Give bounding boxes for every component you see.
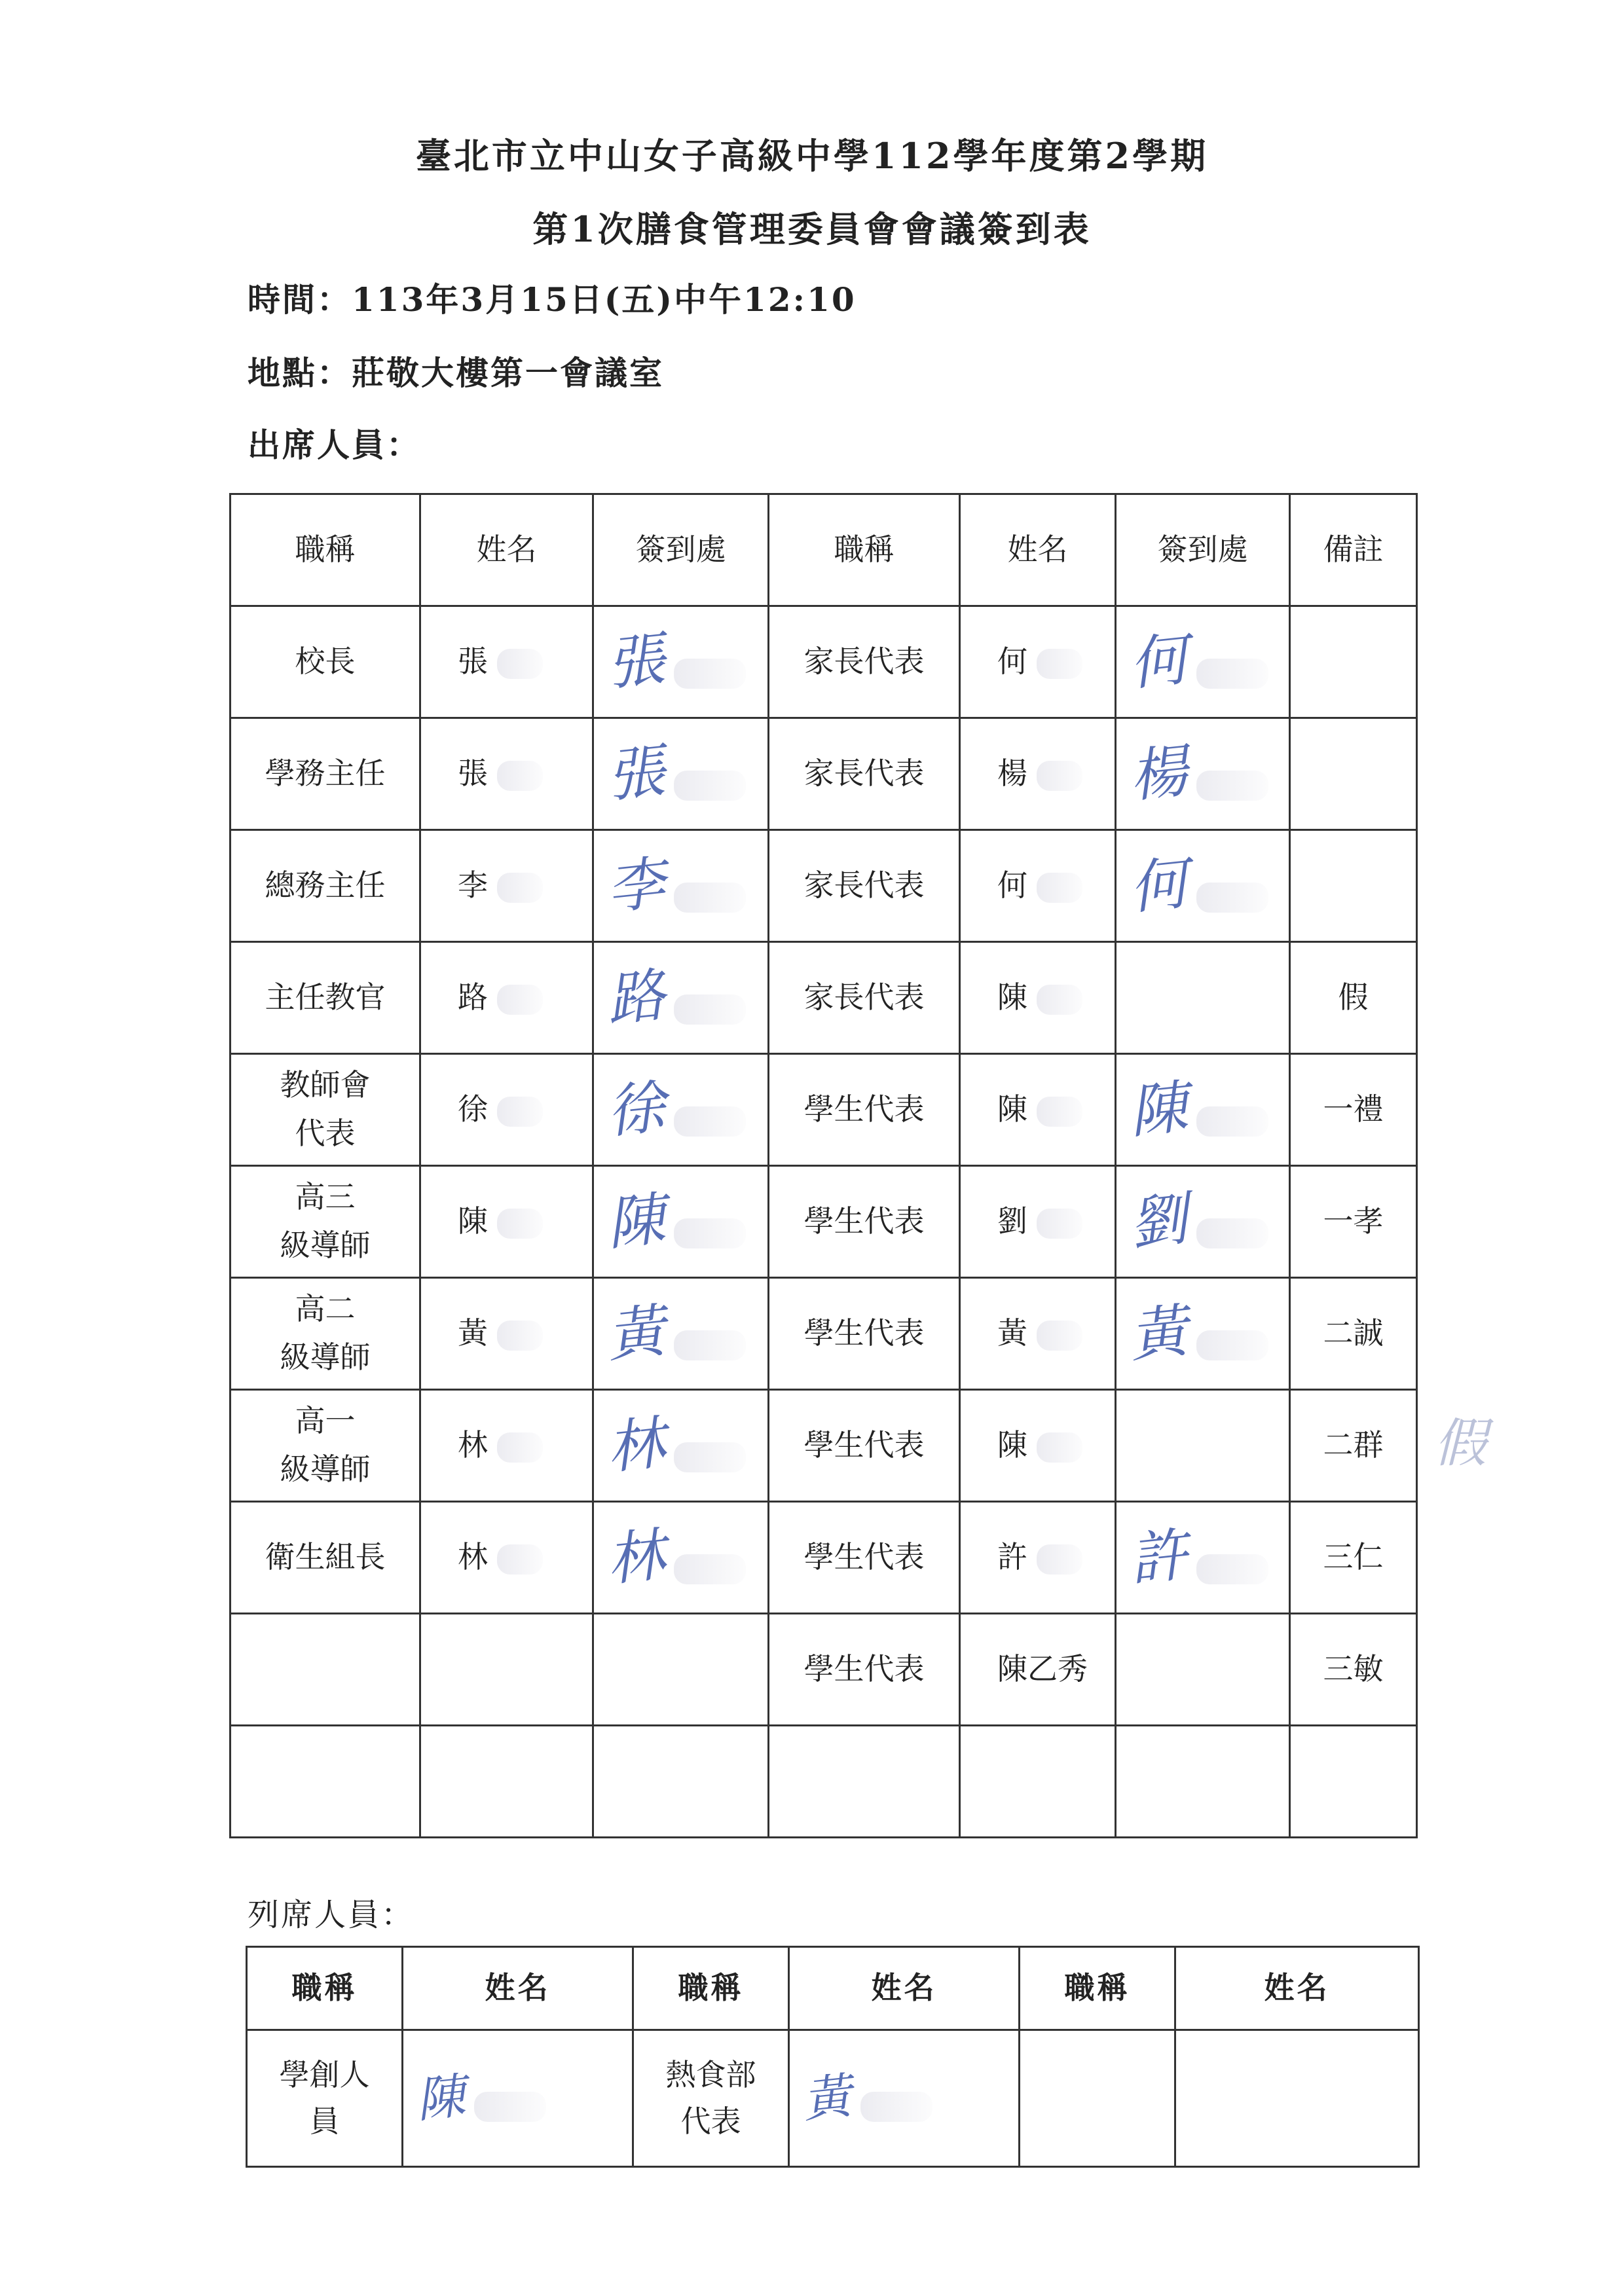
- redaction-blur: [674, 1442, 746, 1472]
- note-cell-text: 三仁: [1323, 1539, 1384, 1575]
- title-cell: [231, 718, 420, 830]
- redaction-blur: [1037, 873, 1082, 903]
- note-cell: [1290, 1726, 1417, 1838]
- signature-cell: [593, 942, 769, 1054]
- attendance-row: [231, 1726, 1417, 1838]
- margin-handwritten-mark: 假: [1434, 1413, 1486, 1474]
- title-cell: [231, 1054, 420, 1166]
- name-cell-text: 陳: [997, 1091, 1027, 1127]
- title-cell: [231, 1614, 420, 1726]
- redaction-blur: [674, 659, 746, 689]
- title-cell-text: 衛生組長: [265, 1539, 386, 1575]
- redaction-blur: [1196, 1330, 1268, 1360]
- handwritten-signature: 陳: [603, 1184, 669, 1258]
- name-cell-text: 張: [458, 756, 488, 792]
- title-cell-text: 校長: [295, 644, 356, 680]
- col-header-title: 職稱: [769, 494, 960, 606]
- title-cell-text: 總務主任: [265, 867, 386, 903]
- redaction-blur: [1037, 1209, 1082, 1239]
- obs-col-header-title: 職稱: [247, 1947, 403, 2030]
- redaction-blur: [1196, 1218, 1268, 1248]
- handwritten-signature: 李: [603, 848, 669, 922]
- col-header-note: 備註: [1290, 494, 1417, 606]
- signature-cell: [593, 1054, 769, 1166]
- title-cell: [769, 1054, 960, 1166]
- title-cell-text: 學生代表: [803, 1651, 925, 1687]
- title-cell-text: 學生代表: [803, 1091, 925, 1127]
- title-cell: [231, 1726, 420, 1838]
- note-cell: [1290, 830, 1417, 942]
- title-cell-text: 高一 級導師: [280, 1403, 371, 1487]
- name-cell-text: 林: [458, 1427, 488, 1463]
- obs-col-header-title: 職稱: [1020, 1947, 1175, 2030]
- handwritten-signature: 林: [603, 1408, 669, 1482]
- name-cell-text: 何: [997, 644, 1027, 680]
- name-cell: [420, 606, 593, 718]
- note-cell-text: 三敏: [1323, 1651, 1384, 1687]
- redaction-blur: [497, 649, 543, 679]
- name-cell-text: 陳乙秀: [997, 1651, 1088, 1687]
- attendees-label: 出席人員：: [248, 426, 421, 464]
- observer-name-cell: [403, 2030, 633, 2167]
- title-cell: [231, 1390, 420, 1502]
- attendance-row: [231, 1390, 1417, 1502]
- name-cell-text: 楊: [997, 756, 1027, 792]
- redaction-blur: [1037, 1432, 1082, 1463]
- title-cell: [769, 1614, 960, 1726]
- handwritten-signature: 陳: [1126, 1072, 1191, 1146]
- redaction-blur: [1037, 761, 1082, 791]
- attendance-row: [231, 1614, 1417, 1726]
- col-header-name: 姓名: [420, 494, 593, 606]
- redaction-blur: [1037, 1321, 1082, 1351]
- title-cell: [231, 1502, 420, 1614]
- attendance-row: [231, 718, 1417, 830]
- title-cell: [769, 830, 960, 942]
- name-cell: [960, 1726, 1116, 1838]
- redaction-blur: [497, 985, 543, 1015]
- observer-title-text: 學創人 員: [279, 2056, 370, 2139]
- attendance-header-row: [231, 494, 1417, 606]
- observer-title-cell: [247, 2030, 403, 2167]
- title-cell-text: 學生代表: [803, 1203, 925, 1239]
- title-cell-text: 高三 級導師: [280, 1179, 371, 1263]
- title-cell-text: 學生代表: [803, 1427, 925, 1463]
- note-cell-text: 二群: [1323, 1427, 1384, 1463]
- observer-title-cell: [633, 2030, 789, 2167]
- redaction-blur: [497, 1209, 543, 1239]
- handwritten-signature: 路: [603, 960, 669, 1034]
- name-cell-text: 李: [458, 867, 488, 903]
- note-cell-text: 一禮: [1323, 1091, 1384, 1127]
- redaction-blur: [497, 1432, 543, 1463]
- handwritten-signature: 徐: [603, 1072, 669, 1146]
- name-cell: [960, 942, 1116, 1054]
- signature-cell: [593, 1614, 769, 1726]
- signature-cell: [593, 606, 769, 718]
- obs-col-header-name: 姓名: [789, 1947, 1020, 2030]
- handwritten-signature: 張: [603, 737, 669, 810]
- signature-cell: [593, 1502, 769, 1614]
- name-cell-text: 陳: [458, 1203, 488, 1239]
- obs-col-header-title: 職稱: [633, 1947, 789, 2030]
- attendance-row: [231, 942, 1417, 1054]
- attendance-row: [231, 1166, 1417, 1278]
- note-cell: [1290, 718, 1417, 830]
- redaction-blur: [1037, 649, 1082, 679]
- redaction-blur: [674, 1106, 746, 1137]
- name-cell-text: 陳: [997, 1427, 1027, 1463]
- redaction-blur: [497, 761, 543, 791]
- title-cell: [769, 606, 960, 718]
- name-cell: [960, 830, 1116, 942]
- note-cell: [1290, 1054, 1417, 1166]
- handwritten-signature: 黃: [1126, 1296, 1191, 1370]
- col-header-title: 職稱: [231, 494, 420, 606]
- title-cell: [231, 942, 420, 1054]
- note-cell-text: 二誠: [1323, 1315, 1384, 1351]
- title-cell: [769, 1502, 960, 1614]
- note-cell-text: 一孝: [1323, 1203, 1384, 1239]
- handwritten-signature: 陳: [413, 2068, 468, 2129]
- signature-cell: [593, 1726, 769, 1838]
- signature-cell: [1116, 1614, 1290, 1726]
- signature-cell: [1116, 1166, 1290, 1278]
- observer-name-cell: [789, 2030, 1020, 2167]
- title-cell-text: 家長代表: [803, 756, 925, 792]
- col-header-signature: 簽到處: [593, 494, 769, 606]
- signature-cell: [1116, 718, 1290, 830]
- signature-cell: [1116, 606, 1290, 718]
- redaction-blur: [1196, 659, 1268, 689]
- col-header-signature: 簽到處: [1116, 494, 1290, 606]
- observer-title-cell: [1020, 2030, 1175, 2167]
- redaction-blur: [1196, 1106, 1268, 1137]
- attendance-row: [231, 830, 1417, 942]
- name-cell-text: 林: [458, 1539, 488, 1575]
- handwritten-signature: 楊: [1126, 737, 1191, 810]
- redaction-blur: [860, 2092, 932, 2122]
- name-cell-text: 黃: [997, 1315, 1027, 1351]
- name-cell: [420, 718, 593, 830]
- observers-label: 列席人員：: [248, 1897, 415, 1933]
- handwritten-signature: 何: [1126, 625, 1191, 698]
- name-cell: [420, 1278, 593, 1390]
- attendance-row: [231, 1502, 1417, 1614]
- redaction-blur: [1196, 771, 1268, 801]
- signature-cell: [1116, 1726, 1290, 1838]
- signature-cell: [593, 1390, 769, 1502]
- col-header-name: 姓名: [960, 494, 1116, 606]
- handwritten-signature: 何: [1126, 848, 1191, 922]
- redaction-blur: [1196, 883, 1268, 913]
- attendance-table: [229, 493, 1418, 1838]
- title-cell-text: 高二 級導師: [280, 1291, 371, 1375]
- name-cell-text: 陳: [997, 979, 1027, 1015]
- signature-cell: [593, 1166, 769, 1278]
- redaction-blur: [1037, 985, 1082, 1015]
- redaction-blur: [674, 883, 746, 913]
- name-cell-text: 許: [997, 1539, 1027, 1575]
- title-cell: [769, 1166, 960, 1278]
- name-cell: [960, 1166, 1116, 1278]
- name-cell: [420, 1166, 593, 1278]
- note-cell: [1290, 1390, 1417, 1502]
- observers-header-row: [247, 1947, 1419, 2030]
- document-title-line2: 第1次膳食管理委員會會議簽到表: [532, 208, 1092, 250]
- meeting-time: 時間：113年3月15日(五)中午12:10: [248, 280, 857, 319]
- name-cell: [960, 1054, 1116, 1166]
- title-cell-text: 學生代表: [803, 1315, 925, 1351]
- name-cell-text: 黃: [458, 1315, 488, 1351]
- note-cell: [1290, 942, 1417, 1054]
- name-cell: [960, 1614, 1116, 1726]
- obs-col-header-name: 姓名: [1175, 1947, 1419, 2030]
- meeting-place: 地點：莊敬大樓第一會議室: [248, 354, 664, 392]
- title-cell-text: 家長代表: [803, 867, 925, 903]
- observers-table: [246, 1946, 1420, 2168]
- document-title-line1: 臺北市立中山女子高級中學112學年度第2學期: [415, 135, 1209, 177]
- name-cell: [420, 830, 593, 942]
- name-cell: [420, 942, 593, 1054]
- note-cell: [1290, 1502, 1417, 1614]
- title-cell-text: 主任教官: [265, 979, 386, 1015]
- observer-row: [247, 2030, 1419, 2167]
- name-cell-text: 路: [458, 979, 488, 1015]
- name-cell: [960, 718, 1116, 830]
- title-cell: [769, 1726, 960, 1838]
- signature-cell: [1116, 942, 1290, 1054]
- note-cell: [1290, 606, 1417, 718]
- attendance-row: [231, 1054, 1417, 1166]
- title-cell: [231, 1166, 420, 1278]
- handwritten-signature: 林: [603, 1520, 669, 1594]
- handwritten-signature: 黃: [603, 1296, 669, 1370]
- observer-title-text: 熱食部 代表: [665, 2056, 756, 2139]
- title-cell: [231, 830, 420, 942]
- redaction-blur: [497, 1544, 543, 1575]
- name-cell: [960, 1278, 1116, 1390]
- title-cell-text: 家長代表: [803, 644, 925, 680]
- title-cell-text: 教師會 代表: [280, 1067, 371, 1151]
- name-cell-text: 徐: [458, 1091, 488, 1127]
- name-cell: [960, 1390, 1116, 1502]
- name-cell: [420, 1502, 593, 1614]
- redaction-blur: [474, 2092, 546, 2122]
- signature-cell: [1116, 1390, 1290, 1502]
- signature-cell: [593, 1278, 769, 1390]
- name-cell: [420, 1390, 593, 1502]
- note-cell-text: 假: [1338, 979, 1369, 1015]
- handwritten-signature: 許: [1126, 1520, 1191, 1594]
- title-cell-text: 學務主任: [265, 756, 386, 792]
- name-cell: [420, 1054, 593, 1166]
- name-cell: [960, 1502, 1116, 1614]
- name-cell-text: 張: [458, 644, 488, 680]
- handwritten-signature: 劉: [1126, 1184, 1191, 1258]
- redaction-blur: [674, 771, 746, 801]
- redaction-blur: [1037, 1544, 1082, 1575]
- title-cell: [769, 942, 960, 1054]
- obs-col-header-name: 姓名: [403, 1947, 633, 2030]
- note-cell: [1290, 1166, 1417, 1278]
- redaction-blur: [674, 994, 746, 1025]
- note-cell: [1290, 1614, 1417, 1726]
- name-cell: [420, 1614, 593, 1726]
- signature-cell: [1116, 1278, 1290, 1390]
- title-cell: [769, 1390, 960, 1502]
- name-cell: [960, 606, 1116, 718]
- handwritten-signature: 黃: [800, 2068, 855, 2129]
- signature-cell: [593, 830, 769, 942]
- handwritten-signature: 張: [603, 625, 669, 698]
- title-cell: [231, 1278, 420, 1390]
- title-cell: [769, 718, 960, 830]
- observer-name-cell: [1175, 2030, 1419, 2167]
- attendance-row: [231, 606, 1417, 718]
- redaction-blur: [497, 1321, 543, 1351]
- title-cell-text: 家長代表: [803, 979, 925, 1015]
- redaction-blur: [1037, 1097, 1082, 1127]
- redaction-blur: [674, 1330, 746, 1360]
- note-cell: [1290, 1278, 1417, 1390]
- redaction-blur: [674, 1554, 746, 1584]
- name-cell-text: 劉: [997, 1203, 1027, 1239]
- signature-cell: [1116, 1054, 1290, 1166]
- name-cell-text: 何: [997, 867, 1027, 903]
- name-cell: [420, 1726, 593, 1838]
- attendance-row: [231, 1278, 1417, 1390]
- redaction-blur: [674, 1218, 746, 1248]
- redaction-blur: [1196, 1554, 1268, 1584]
- redaction-blur: [497, 1097, 543, 1127]
- title-cell: [769, 1278, 960, 1390]
- redaction-blur: [497, 873, 543, 903]
- title-cell: [231, 606, 420, 718]
- signature-cell: [593, 718, 769, 830]
- title-cell-text: 學生代表: [803, 1539, 925, 1575]
- signature-cell: [1116, 1502, 1290, 1614]
- signature-cell: [1116, 830, 1290, 942]
